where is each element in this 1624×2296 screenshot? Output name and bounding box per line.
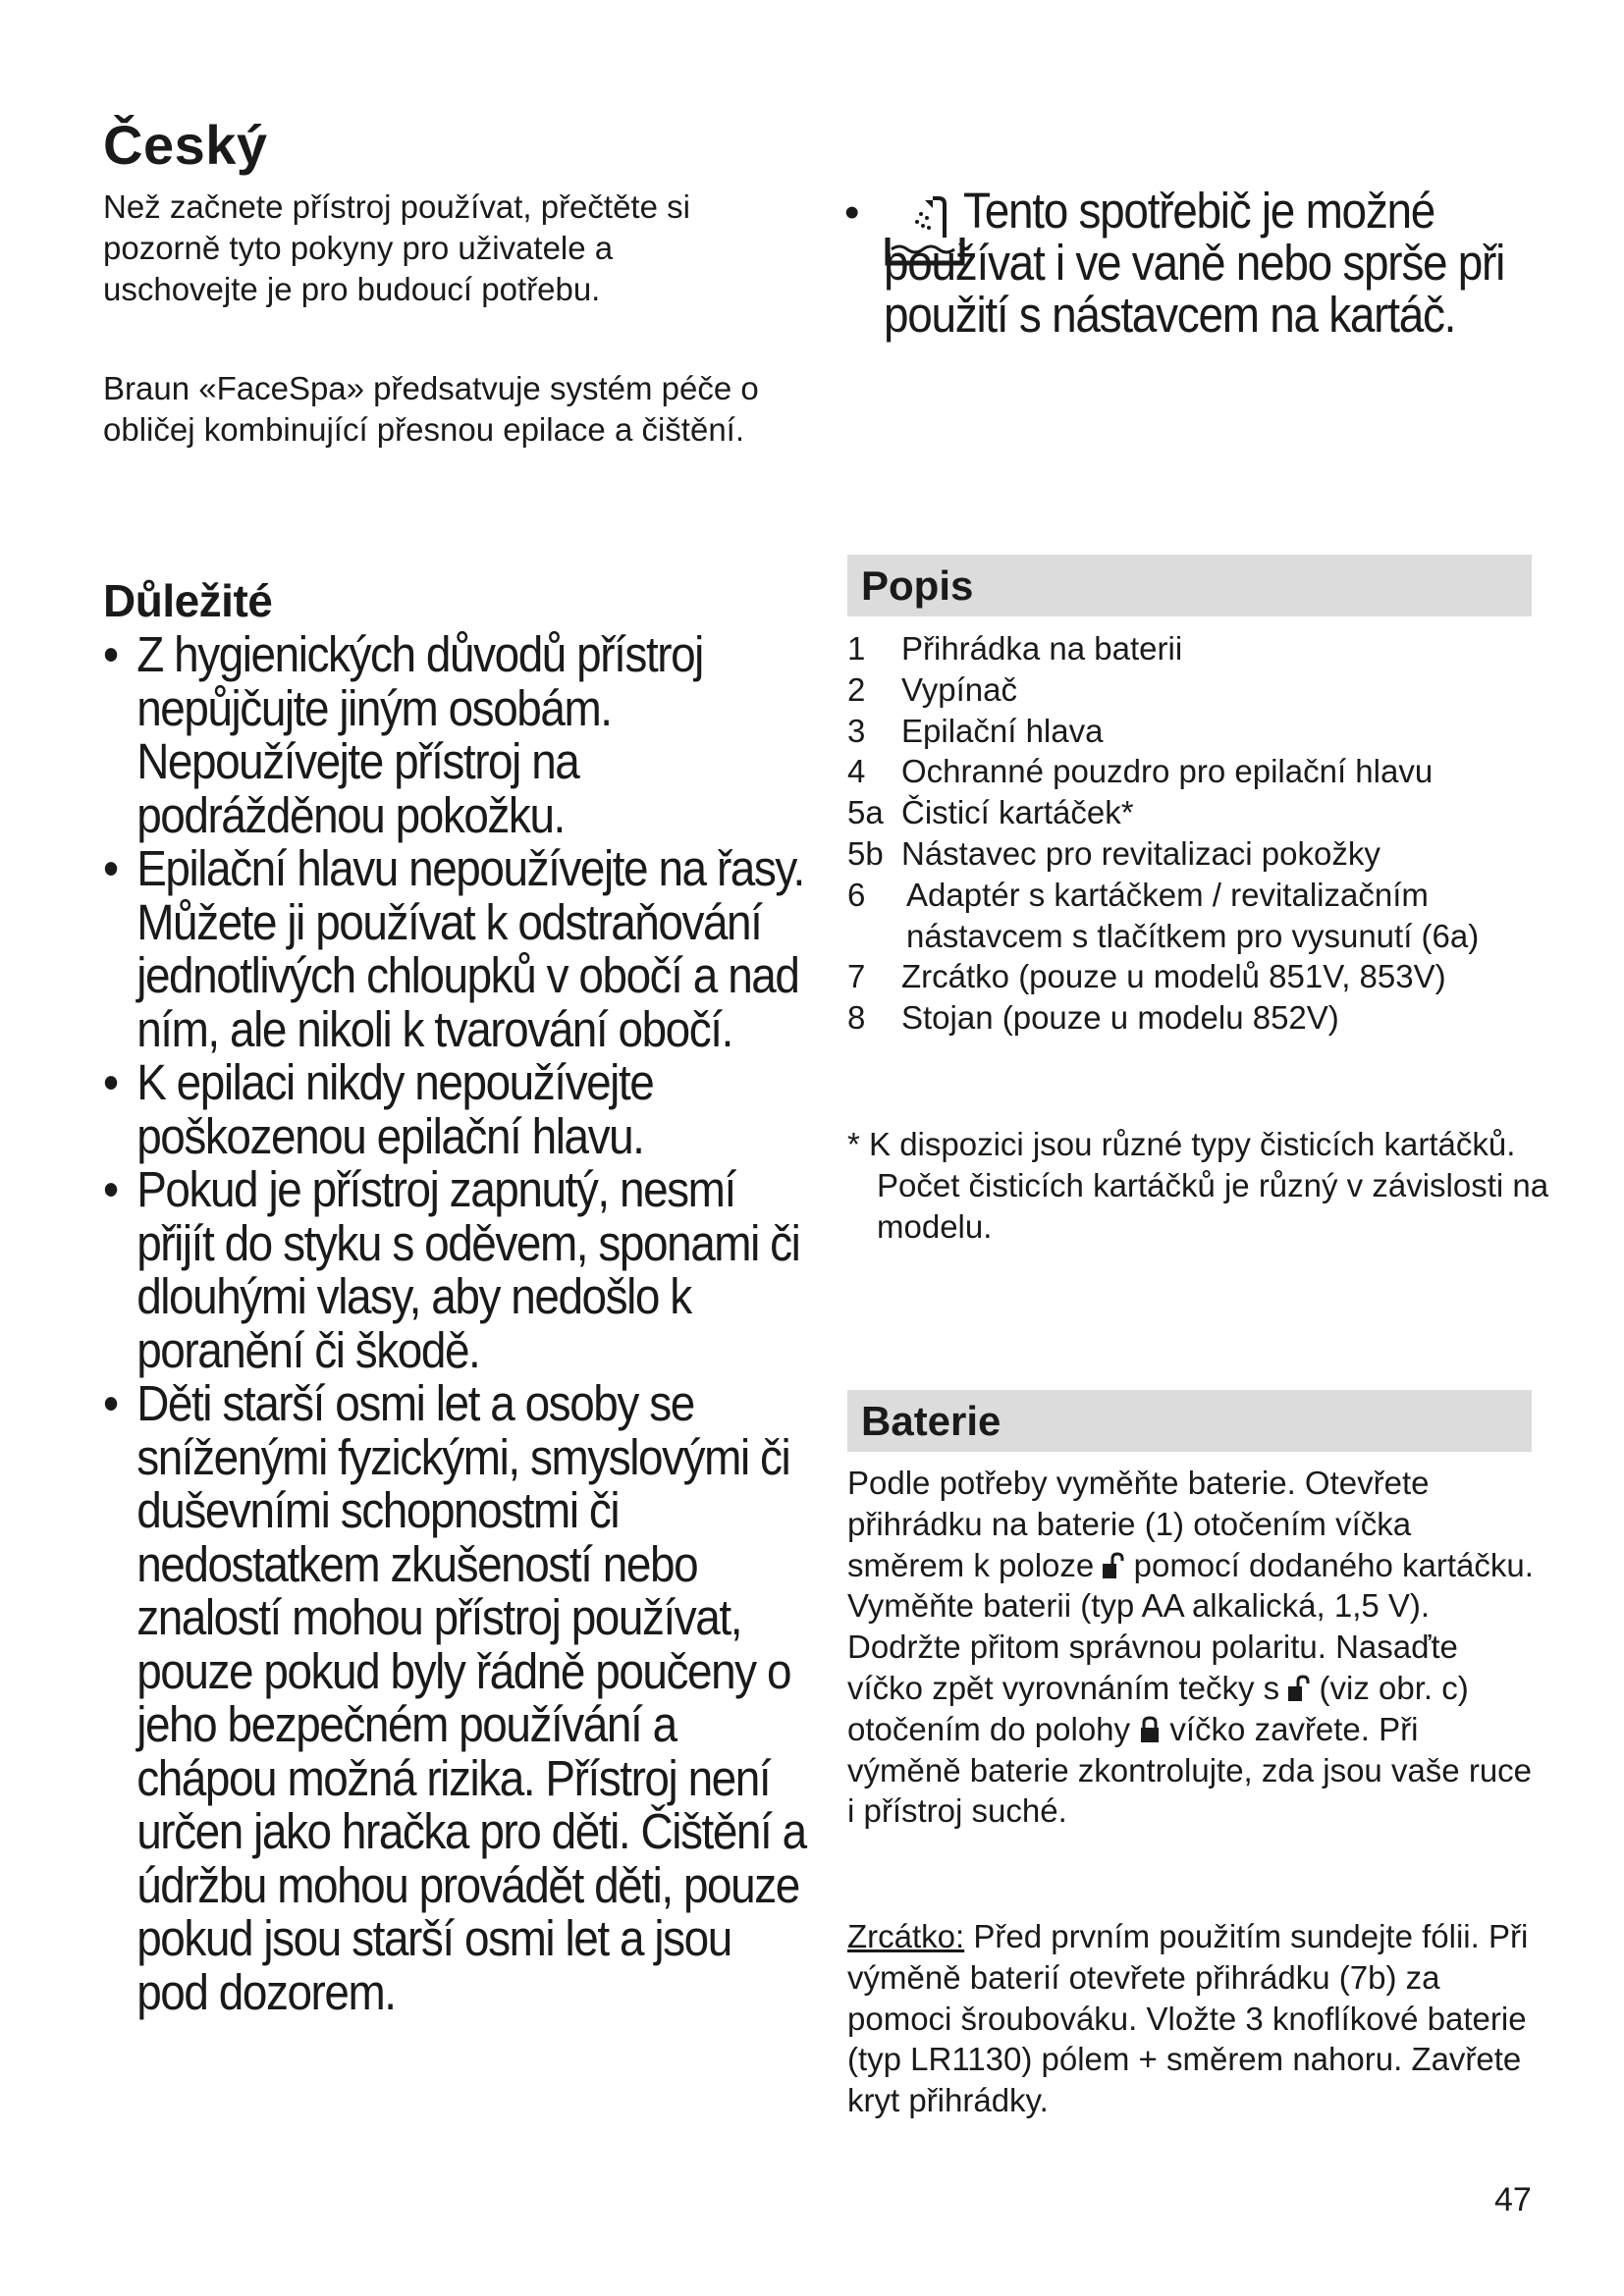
item-text: Epilační hlava (901, 712, 1104, 749)
important-heading: Důležité (103, 575, 273, 626)
item-text: Ochranné pouzdro pro epilační hlavu (901, 753, 1434, 790)
list-item (847, 833, 1554, 875)
list-item-text: Epilační hlavu nepoužívejte na řasy. Můžete ji používat k odstraňování jednotlivých chloupků v obočí a nad ním, ale nikoli k tvarování obočí. (136, 840, 804, 1057)
item-text: Vypínač (901, 670, 1018, 708)
list-item-text: Děti starší osmi let a osoby se sníženými fyzickými, smyslovými či duševními schopnostmi či nedostatkem zkušeností nebo znalostí mohou přístroj používat, pouze pokud byly řádně poučeny o jeho bezpečném používání a chápou možná rizika. Přístroj není určen jako hračka pro děti. Čištění a údržbu mohou provádět děti, pouze pokud jsou starší osmi let a jsou pod dozorem. (136, 1375, 806, 2020)
important-list (103, 628, 810, 2019)
item-number: 5a (847, 794, 884, 831)
bullet: • (844, 188, 860, 237)
item-number: 2 (847, 670, 866, 708)
mirror-label: Zrcátko: (847, 1918, 965, 1954)
list-item (103, 1163, 810, 1377)
bullet: • (103, 1054, 118, 1110)
bullet: • (103, 1375, 118, 1431)
product-description-paragraph: Braun «FaceSpa» předsatvuje systém péče o obličej kombinující přesnou epilace a čištění. (103, 370, 759, 448)
battery-text-part: Podle potřeby vyměňte baterie. Otevřete přihrádku na baterie (1) otočením víčka směrem k poloze (847, 1465, 1430, 1583)
list-item (103, 1377, 810, 2019)
list-item (847, 751, 1554, 792)
bullet: • (103, 1161, 118, 1217)
item-number: 3 (847, 712, 866, 749)
item-number: 4 (847, 753, 866, 790)
item-text: Adaptér s kartáčkem / revitalizačním nástavcem s tlačítkem pro vysunutí (6a) (906, 876, 1480, 954)
item-number: 7 (847, 958, 866, 995)
list-item (847, 711, 1554, 752)
unlocked-padlock-icon (1288, 1675, 1310, 1702)
item-text: Stojan (pouze u modelu 852V) (901, 999, 1339, 1037)
list-item (847, 792, 1554, 833)
list-item (847, 875, 1554, 957)
bullet: • (103, 626, 118, 682)
battery-text-part: (viz obr. c) otočením do polohy (847, 1669, 1469, 1747)
item-text: Zrcátko (pouze u modelů 851V, 853V) (901, 958, 1446, 995)
description-heading: Popis (847, 555, 1532, 616)
battery-text-part: pomocí dodaného kartáčku. Vyměňte baterii (typ AA alkalická, 1,5 V). Dodržte přitom správnou polaritu. Nasaďte víčko zpět vyrovnáním tečky s (847, 1546, 1534, 1706)
list-item-text: Pokud je přístroj zapnutý, nesmí přijít do styku s oděvem, sponami či dlouhými vlasy, aby nedošlo k poranění či škodě. (136, 1161, 800, 1378)
list-item (103, 1056, 810, 1163)
locked-padlock-icon (1139, 1716, 1161, 1743)
intro-paragraph: Než začnete přístroj používat, přečtěte si pozorně tyto pokyny pro uživatele a uschovejte je pro budoucí potřebu. (103, 188, 690, 307)
bullet: • (103, 840, 118, 896)
list-item (103, 842, 810, 1056)
list-item (103, 628, 810, 842)
item-number: 6 (847, 876, 866, 913)
list-item (847, 956, 1554, 997)
item-text: Přihrádka na baterii (901, 630, 1183, 667)
item-number: 1 (847, 630, 866, 667)
parts-list (847, 628, 1554, 1039)
item-number: 8 (847, 999, 866, 1037)
list-item-text: K epilaci nikdy nepoužívejte poškozenou epilační hlavu. (136, 1054, 654, 1164)
item-text: Nástavec pro revitalizaci pokožky (901, 834, 1380, 872)
footnote: * K dispozici jsou různé typy čisticích kartáčků. Počet čisticích kartáčků je různý v závislosti na modelu. (847, 1126, 1549, 1245)
unlocked-padlock-icon (1103, 1552, 1124, 1579)
mirror-paragraph (847, 1916, 1535, 2121)
page-title: Český (103, 114, 268, 176)
shower-usage-text: Tento spotřebič je možné používat i ve vaně nebo sprše při použití s nástavcem na kartáč. (884, 183, 1505, 343)
list-item-text: Z hygienických důvodů přístroj nepůjčujte jiným osobám. Nepoužívejte přístroj na podrážděnou pokožku. (136, 626, 703, 843)
page-number: 47 (1494, 2181, 1532, 2218)
list-item (847, 997, 1554, 1039)
mirror-text: Před prvním použitím sundejte fólii. Při výměně baterií otevřete přihrádku (7b) za pomoci šroubováku. Vložte 3 knoflíkové baterie (typ LR1130) pólem + směrem nahoru. Zavřete kryt přihrádky. (847, 1918, 1529, 2119)
item-number: 5b (847, 834, 884, 872)
battery-text-part: víčko zavřete. Při výměně baterie zkontrolujte, zda jsou vaše ruce i přístroj suché. (847, 1710, 1533, 1830)
list-item (847, 669, 1554, 711)
battery-paragraph (847, 1463, 1535, 1832)
list-item (847, 628, 1554, 669)
item-text: Čisticí kartáček* (901, 794, 1134, 831)
battery-heading: Baterie (847, 1390, 1532, 1452)
